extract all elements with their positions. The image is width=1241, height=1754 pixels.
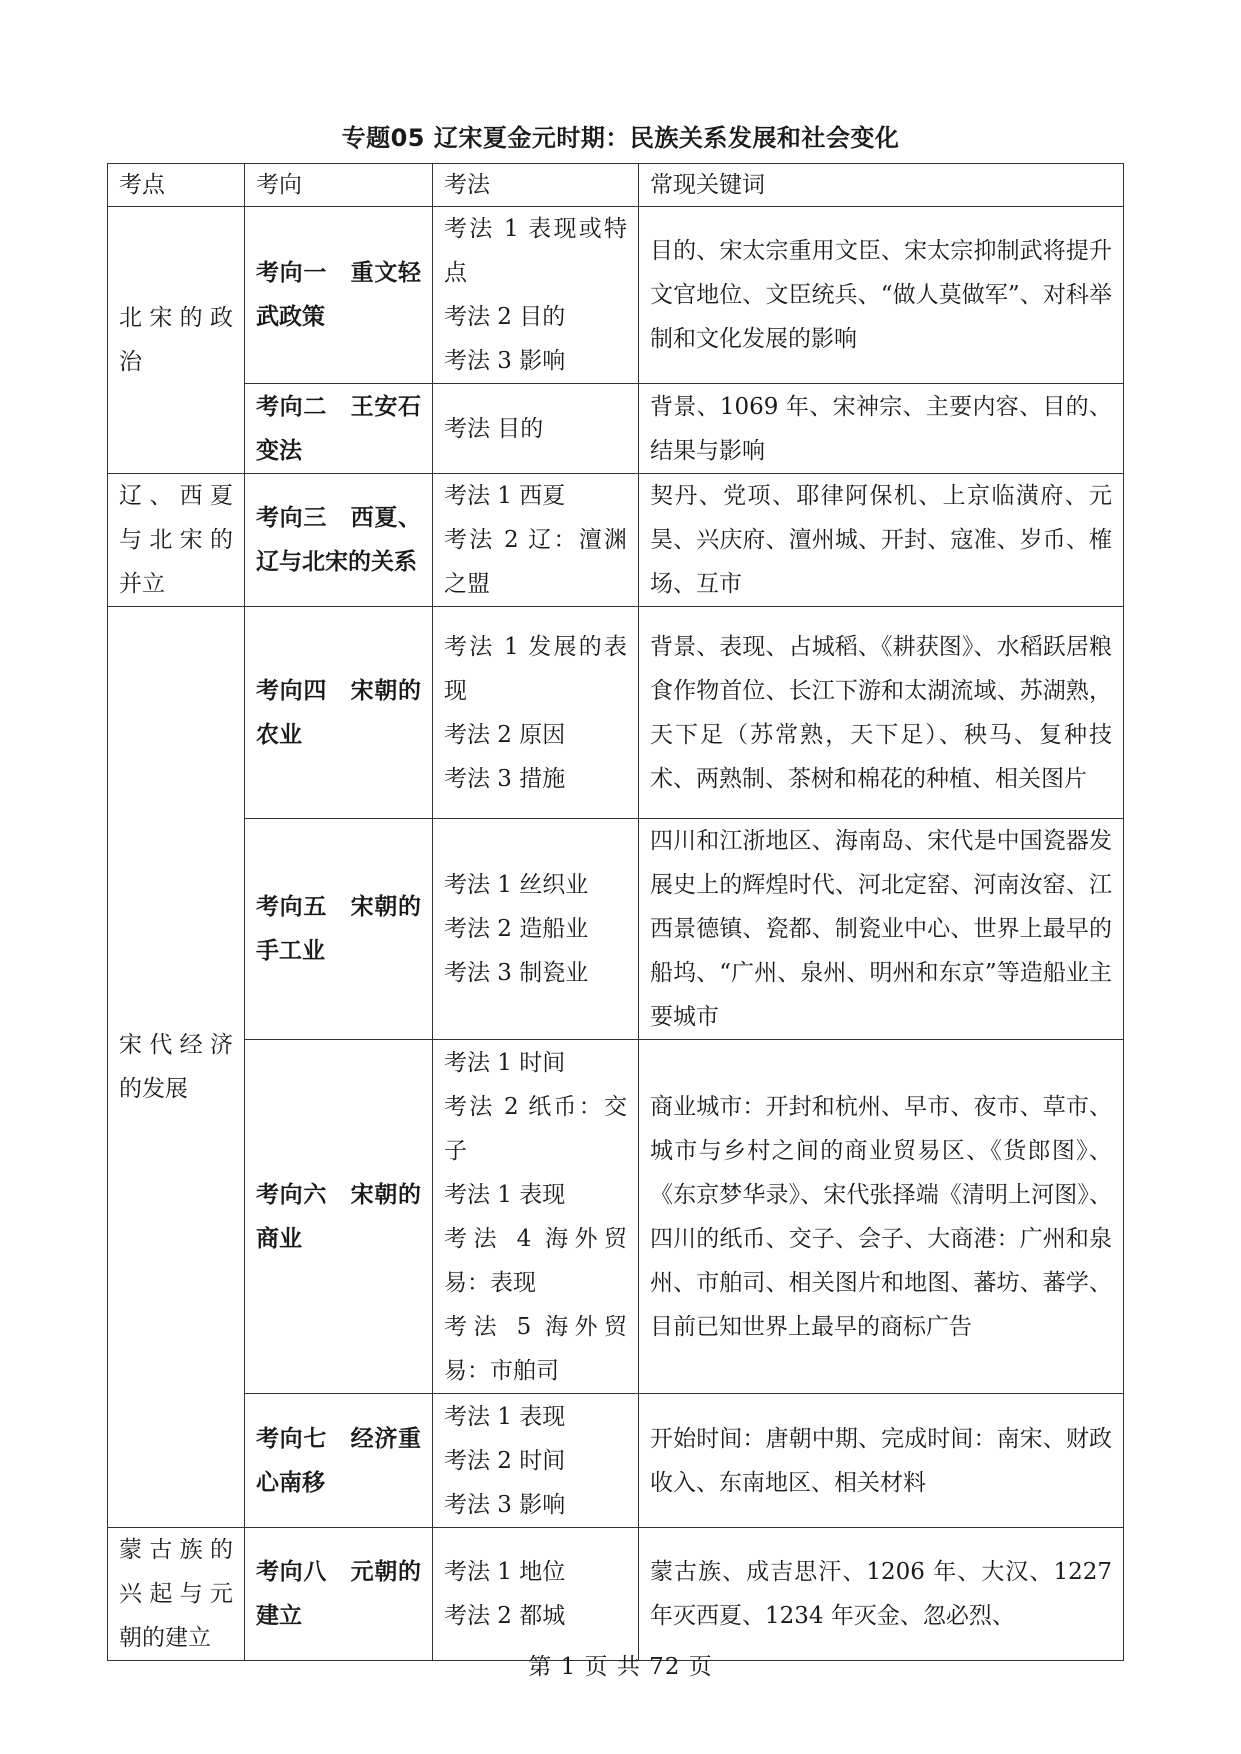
table-header-row <box>108 164 1124 207</box>
topic-table <box>107 163 1124 1661</box>
keywords-cell: 契丹、党项、耶律阿保机、上京临潢府、元昊、兴庆府、澶州城、开封、寇准、岁币、榷场、互市 <box>639 474 1124 607</box>
method-item: 考法 5 海外贸易：市舶司 <box>444 1313 627 1384</box>
method-cell <box>433 819 639 1040</box>
keywords-cell: 开始时间：唐朝中期、完成时间：南宋、财政收入、东南地区、相关材料 <box>639 1394 1124 1528</box>
method-item: 考法 3 影响 <box>444 348 566 374</box>
keywords-cell: 目的、宋太宗重用文臣、宋太宗抑制武将提升文官地位、文臣统兵、“做人莫做军”、对科举制和文化发展的影响 <box>639 207 1124 384</box>
keywords-cell: 四川和江浙地区、海南岛、宋代是中国瓷器发展史上的辉煌时代、河北定窑、河南汝窑、江西景德镇、瓷都、制瓷业中心、世界上最早的船坞、“广州、泉州、明州和东京”等造船业主要城市 <box>639 819 1124 1040</box>
header-kaofa: 考法 <box>433 164 639 207</box>
direction-cell: 考向一 重文轻武政策 <box>245 207 433 384</box>
direction-cell: 考向七 经济重心南移 <box>245 1394 433 1528</box>
method-item: 考法 2 都城 <box>444 1603 566 1629</box>
method-item: 考法 4 海外贸易：表现 <box>444 1225 627 1296</box>
direction-cell: 考向八 元朝的建立 <box>245 1528 433 1661</box>
table-row <box>108 384 1124 474</box>
method-item: 考法 2 时间 <box>444 1447 566 1474</box>
method-item: 考法 3 影响 <box>444 1491 566 1518</box>
method-item: 考法 2 目的 <box>444 304 566 330</box>
header-kaodian: 考点 <box>108 164 245 207</box>
method-cell <box>433 607 639 819</box>
page-footer: 第 1 页 共 72 页 <box>528 1654 713 1680</box>
header-kaoxiang: 考向 <box>245 164 433 207</box>
method-item: 考法 1 表现 <box>444 1181 566 1208</box>
method-item: 考法 1 时间 <box>444 1049 566 1076</box>
direction-cell: 考向五 宋朝的手工业 <box>245 819 433 1040</box>
method-item: 考法 2 造船业 <box>444 916 589 942</box>
point-cell: 北宋的政治 <box>108 207 245 474</box>
method-item: 考法 目的 <box>444 415 544 442</box>
header-keywords: 常现关键词 <box>639 164 1124 207</box>
keywords-cell: 背景、表现、占城稻、《耕获图》、水稻跃居粮食作物首位、长江下游和太湖流域、苏湖熟，天下足（苏常熟，天下足）、秧马、复种技术、两熟制、茶树和棉花的种植、相关图片 <box>639 607 1124 819</box>
method-item: 考法 2 辽：澶渊之盟 <box>444 527 627 597</box>
method-item: 考法 3 措施 <box>444 765 566 792</box>
method-cell <box>433 474 639 607</box>
method-item: 考法 1 地位 <box>444 1559 566 1585</box>
table-row <box>108 207 1124 384</box>
method-cell <box>433 207 639 384</box>
point-cell: 辽、西夏与北宋的并立 <box>108 474 245 607</box>
method-cell <box>433 1528 639 1661</box>
table-row <box>108 819 1124 1040</box>
direction-cell: 考向三 西夏、辽与北宋的关系 <box>245 474 433 607</box>
page-title: 专题05 辽宋夏金元时期：民族关系发展和社会变化 <box>341 124 900 152</box>
method-item: 考法 1 丝织业 <box>444 872 589 898</box>
table-row <box>108 1528 1124 1661</box>
method-cell <box>433 1040 639 1394</box>
keywords-cell: 商业城市：开封和杭州、早市、夜市、草市、城市与乡村之间的商业贸易区、《货郎图》、《东京梦华录》、宋代张择端《清明上河图》、四川的纸币、交子、会子、大商港：广州和泉州、市舶司、相关图片和地图、蕃坊、蕃学、目前已知世界上最早的商标广告 <box>639 1040 1124 1394</box>
method-item: 考法 1 表现 <box>444 1403 566 1430</box>
point-cell: 蒙古族的兴起与元朝的建立 <box>108 1528 245 1661</box>
table-row <box>108 1040 1124 1394</box>
method-cell <box>433 1394 639 1528</box>
table-row <box>108 607 1124 819</box>
keywords-cell: 蒙古族、成吉思汗、1206 年、大汉、1227 年灭西夏、1234 年灭金、忽必烈、 <box>639 1528 1124 1661</box>
method-item: 考法 2 原因 <box>444 721 566 748</box>
keywords-cell: 背景、1069 年、宋神宗、主要内容、目的、结果与影响 <box>639 384 1124 474</box>
method-item: 考法 2 纸币：交子 <box>444 1093 627 1164</box>
method-cell <box>433 384 639 474</box>
method-item: 考法 1 西夏 <box>444 483 566 509</box>
direction-cell: 考向四 宋朝的农业 <box>245 607 433 819</box>
method-item: 考法 3 制瓷业 <box>444 960 589 986</box>
method-item: 考法 1 发展的表现 <box>444 633 627 704</box>
table-row <box>108 474 1124 607</box>
direction-cell: 考向六 宋朝的商业 <box>245 1040 433 1394</box>
table-row <box>108 1394 1124 1528</box>
direction-cell: 考向二 王安石变法 <box>245 384 433 474</box>
point-cell: 宋代经济的发展 <box>108 607 245 1528</box>
method-item: 考法 1 表现或特点 <box>444 216 627 286</box>
